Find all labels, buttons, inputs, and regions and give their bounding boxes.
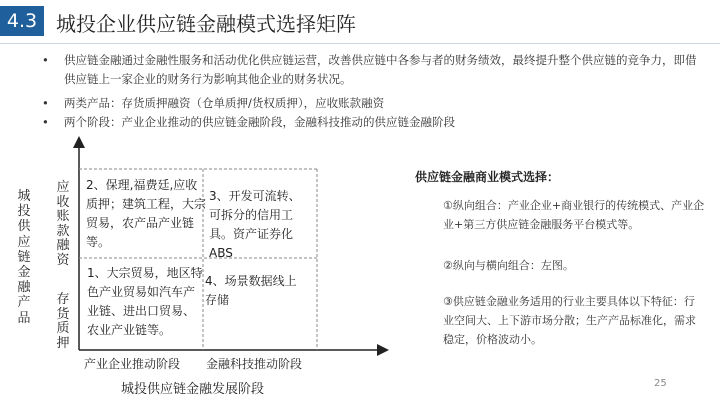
business-model-item: ②纵向与横向组合：左图。	[443, 259, 574, 272]
x-axis-title: 城投供应链金融发展阶段	[121, 382, 265, 397]
slide-title: 城投企业供应链金融模式选择矩阵	[56, 12, 356, 36]
bullet-item: • 供应链金融通过金融性服务和活动优化供应链运营，改善供应链中各参与者的财务绩效，最终提升整个供应链的竞争力，即借供应链上一家企业的财务行为影响其他企业的财务状况。	[42, 51, 702, 89]
x-label-fintech-stage: 金融科技推动阶段	[206, 357, 303, 371]
y-label-inventory-pledge: 存货质押	[56, 292, 70, 351]
business-model-heading: 供应链金融商业模式选择：	[415, 170, 560, 184]
matrix-cell-top-right: 3、开发可流转、可拆分的信用工具。资产证券化ABS	[209, 189, 301, 260]
section-number-badge: 4.3	[0, 6, 44, 36]
x-label-industry-stage: 产业企业推动阶段	[84, 357, 181, 371]
matrix-cell-bottom-right: 4、场景数据线上存储	[205, 274, 297, 307]
y-label-receivables: 应收账款融资	[56, 180, 70, 268]
matrix-cell-bottom-left: 1、大宗贸易，地区特色产业贸易如汽车产业链、进出口贸易、农业产业链等。	[87, 266, 203, 337]
y-axis-title: 城投供应链金融产品	[17, 189, 31, 326]
business-model-item: ①纵向组合：产业企业+商业银行的传统模式、产业企业+第三方供应链金融服务平台模式等。	[443, 199, 705, 231]
bullet-item: • 两个阶段：产业企业推动的供应链金融阶段，金融科技推动的供应链金融阶段	[42, 113, 702, 132]
page-number: 25	[654, 378, 667, 389]
business-model-item: ③供应链金融业务适用的行业主要具体以下特征：行业空间大、上下游市场分散；生产产品标准化，需求稳定，价格波动小。	[443, 295, 696, 346]
matrix-cell-top-left: 2、保理,福费廷,应收质押；建筑工程，大宗贸易，农产品产业链等。	[86, 178, 207, 249]
bullet-item: • 两类产品：存货质押融资（仓单质押/货权质押），应收账款融资	[42, 94, 702, 113]
